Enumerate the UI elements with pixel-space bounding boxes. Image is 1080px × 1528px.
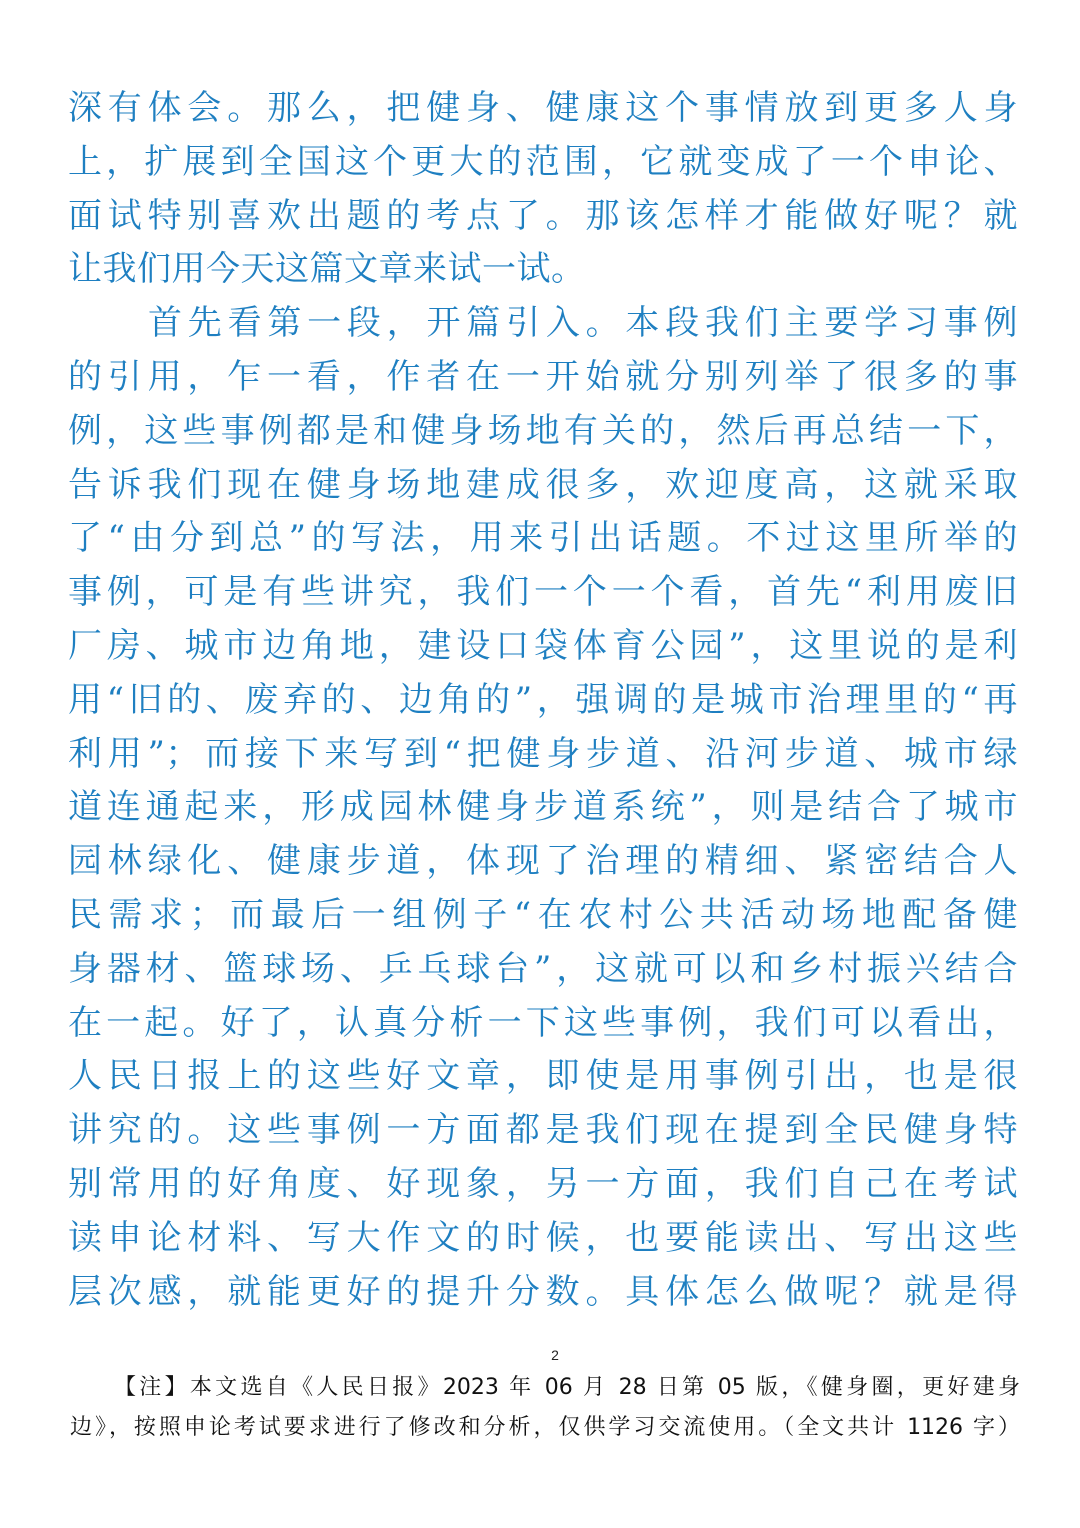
body-line: 深有体会。那么，把健身、健康这个事情放到更多人身 — [68, 88, 1018, 128]
body-line: 在一起。好了，认真分析一下这些事例，我们可以看出， — [68, 1002, 1018, 1043]
body-line: 园林绿化、健康步道，体现了治理的精细、紧密结合人 — [68, 841, 1018, 882]
body-line: 的引用，乍一看，作者在一开始就分别列举了很多的事 — [68, 356, 1018, 397]
body-line: 别常用的好角度、好现象，另一方面，我们自己在考试 — [68, 1163, 1018, 1204]
footnote-line: 【注】本文选自《人民日报》2023 年 06 月 28 日第 05 版，《健身圈，更好建身 — [114, 1375, 1020, 1400]
body-line: 用“旧的、废弃的、边角的”，强调的是城市治理里的“再 — [68, 679, 1018, 720]
body-line: 事例，可是有些讲究，我们一个一个看，首先“利用废旧 — [68, 572, 1018, 613]
article-body — [68, 82, 1018, 1319]
footnote-line: 边》，按照申论考试要求进行了修改和分析，仅供学习交流使用。（全文共计 1126 字） — [70, 1415, 1020, 1440]
paragraph-start-line: 首先看第一段，开篇引入。本段我们主要学习事例 — [148, 303, 1018, 344]
page-number: 2 — [551, 1347, 559, 1363]
body-line: 层次感，就能更好的提升分数。具体怎么做呢？就是得 — [68, 1271, 1018, 1312]
footnote — [70, 1368, 1020, 1448]
body-line: 人民日报上的这些好文章，即使是用事例引出，也是很 — [68, 1056, 1018, 1097]
body-line: 让我们用今天这篇文章来试一试。 — [68, 249, 586, 290]
body-line: 厂房、城市边角地，建设口袋体育公园”，这里说的是利 — [68, 625, 1018, 666]
body-line: 利用”；而接下来写到“把健身步道、沿河步道、城市绿 — [68, 733, 1018, 774]
body-line: 民需求；而最后一组例子“在农村公共活动场地配备健 — [68, 894, 1018, 935]
body-line: 道连通起来，形成园林健身步道系统”，则是结合了城市 — [68, 787, 1018, 828]
body-line: 上，扩展到全国这个更大的范围，它就变成了一个申论、 — [68, 141, 1018, 182]
body-line: 告诉我们现在健身场地建成很多，欢迎度高，这就采取 — [68, 464, 1018, 505]
body-line: 面试特别喜欢出题的考点了。那该怎样才能做好呢？就 — [68, 195, 1018, 236]
body-line: 讲究的。这些事例一方面都是我们现在提到全民健身特 — [68, 1110, 1018, 1151]
body-line: 例，这些事例都是和健身场地有关的，然后再总结一下， — [68, 410, 1018, 451]
body-line: 了“由分到总”的写法，用来引出话题。不过这里所举的 — [68, 518, 1018, 559]
body-line: 身器材、篮球场、乒乓球台”，这就可以和乡村振兴结合 — [68, 948, 1018, 989]
body-line: 读申论材料、写大作文的时候，也要能读出、写出这些 — [68, 1217, 1018, 1258]
